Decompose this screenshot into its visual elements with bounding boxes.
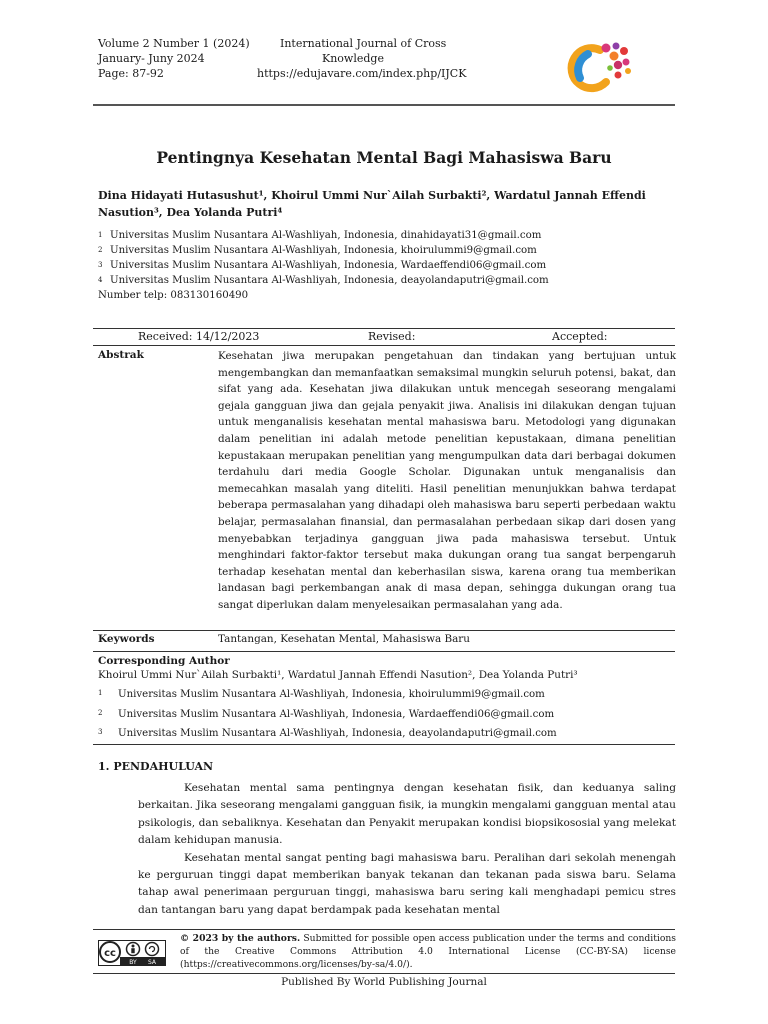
phone-number: Number telp: 083130160490 xyxy=(98,290,249,301)
paragraph-2: Kesehatan mental sangat penting bagi mahasiswa baru. Peralihan dari sekolah menengah ke perguruan tinggi dapat memberikan banyak tekanan dan tekanan pada siswa baru. Selama tahap awal penerimaan perguruan tinggi, mahasiswa baru sering kali menghadapi pemicu stres dan tantangan baru yang dapat berdampak pada kesehatan mental xyxy=(138,851,676,916)
authors-line-1: Dina Hidayati Hutasushut¹, Khoirul Ummi Nur`Ailah Surbakti², Wardatul Jannah Effendi xyxy=(98,189,646,202)
journal-logo xyxy=(566,38,640,94)
corresponding-bottom-rule xyxy=(93,744,675,745)
section-heading-pendahuluan: 1. PENDAHULUAN xyxy=(98,760,214,773)
header-journal-line2: Knowledge xyxy=(322,52,384,65)
keywords-label: Keywords xyxy=(98,633,155,645)
publisher-footer: Published By World Publishing Journal xyxy=(281,976,487,988)
corresponding-affiliation-3: $^3$ Universitas Muslim Nusantara Al-Washliyah, Indonesia, deayolandaputri@gmail.com xyxy=(98,728,557,739)
abstract-label: Abstrak xyxy=(98,349,144,361)
license-text xyxy=(180,932,676,971)
header-volume: Volume 2 Number 1 (2024) xyxy=(98,37,250,50)
keywords-top-rule xyxy=(93,630,675,631)
affiliation-4: $^4$ Universitas Muslim Nusantara Al-Washliyah, Indonesia, deayolandaputri@gmail.com xyxy=(98,275,549,286)
paragraph-1: Kesehatan mental sama pentingnya dengan kesehatan fisik, dan keduanya saling berkaitan. Jika seseorang mengalami gangguan fisik, ia mungkin mengalami gangguan mental atau psikologis, dan sebaliknya. Kesehatan dan Penyakit merupakan kondisi biopsikososial yang melekat dalam kehidupan manusia. xyxy=(138,782,676,847)
authors-line-2: Nasution³, Dea Yolanda Putri⁴ xyxy=(98,206,283,219)
affiliation-3: $^3$ Universitas Muslim Nusantara Al-Washliyah, Indonesia, Wardaeffendi06@gmail.com xyxy=(98,260,547,271)
received-date: Received: 14/12/2023 xyxy=(138,330,260,343)
header-journal-line1: International Journal of Cross xyxy=(280,37,447,50)
cc-label: cc xyxy=(104,948,116,959)
by-label: BY xyxy=(129,959,137,966)
header-period: January- Juny 2024 xyxy=(98,52,205,65)
revised-date: Revised: xyxy=(368,330,416,343)
dates-bottom-rule xyxy=(93,345,675,346)
sa-label: SA xyxy=(147,959,157,966)
corresponding-names: Khoirul Ummi Nur`Ailah Surbakti¹, Wardatul Jannah Effendi Nasution², Dea Yolanda Putri³ xyxy=(98,669,578,681)
license-body: Submitted for possible open access publication under the terms and conditions of the Creative Commons Attribution 4.0 International License (CC-BY-SA) license (https://creativecommons.org/licenses/by-sa/4.0/). xyxy=(180,933,676,970)
body-text xyxy=(138,780,676,919)
header-rule xyxy=(93,104,675,106)
corresponding-affiliation-1: $^1$ Universitas Muslim Nusantara Al-Washliyah, Indonesia, khoirulummi9@gmail.com xyxy=(98,689,545,700)
author-list xyxy=(98,187,658,221)
keywords-text: Tantangan, Kesehatan Mental, Mahasiswa Baru xyxy=(218,633,470,645)
header-url[interactable]: https://edujavare.com/index.php/IJCK xyxy=(257,67,467,80)
license-top-rule xyxy=(93,929,675,930)
license-bottom-rule xyxy=(93,973,675,974)
abstract-text: Kesehatan jiwa merupakan pengetahuan dan tindakan yang bertujuan untuk mengembangkan dan memanfaatkan semaksimal mungkin seluruh potensi, bakat, dan sifat yang ada. Kesehatan jiwa dilakukan untuk mencegah seseorang mengalami gejala gangguan jiwa dan gejala penyakit jiwa. Analisis ini dilakukan dengan tujuan untuk menganalisis kesehatan mental mahasiswa baru. Metodologi yang digunakan dalam penelitian ini adalah metode penelitian kepustakaan, dimana penelitian kepustakaan merupakan penelitian yang mengumpulkan data dari berbagai dokumen terdahulu dari media Google Scholar. Digunakan untuk menganalisis dan memecahkan masalah yang diteliti. Hasil penelitian menunjukkan bahwa terdapat beberapa permasalahan yang dihadapi oleh mahasiswa baru seperti perbedaan waktu belajar, permasalahan finansial, dan permasalahan perbedaan sikap dari dosen yang menyebabkan terjadinya gangguan jiwa pada mahasiswa tersebut. Untuk menghindari faktor-faktor tersebut maka dukungan orang tua sangat berpengaruh terhadap kesehatan mental dan keberhasilan siswa, karena orang tua memberikan landasan bagi perkembangan anak di masa depan, sehingga dukungan orang tua sangat diperlukan dalam menyelesaikan permasalahan yang ada. xyxy=(218,350,676,611)
dates-top-rule xyxy=(93,328,675,329)
corresponding-affiliation-2: $^2$ Universitas Muslim Nusantara Al-Washliyah, Indonesia, Wardaeffendi06@gmail.com xyxy=(98,709,555,720)
license-copyright: © 2023 by the authors. xyxy=(180,933,301,944)
header-pages: Page: 87-92 xyxy=(98,67,164,80)
accepted-date: Accepted: xyxy=(552,330,608,343)
keywords-bottom-rule xyxy=(93,651,675,652)
affiliation-1: $^1$ Universitas Muslim Nusantara Al-Washliyah, Indonesia, dinahidayati31@gmail.com xyxy=(98,230,542,241)
affiliation-2: $^2$ Universitas Muslim Nusantara Al-Washliyah, Indonesia, khoirulummi9@gmail.com xyxy=(98,245,537,256)
cc-by-sa-badge xyxy=(98,940,166,966)
corresponding-label: Corresponding Author xyxy=(98,655,230,667)
paper-title: Pentingnya Kesehatan Mental Bagi Mahasiswa Baru xyxy=(156,148,612,167)
